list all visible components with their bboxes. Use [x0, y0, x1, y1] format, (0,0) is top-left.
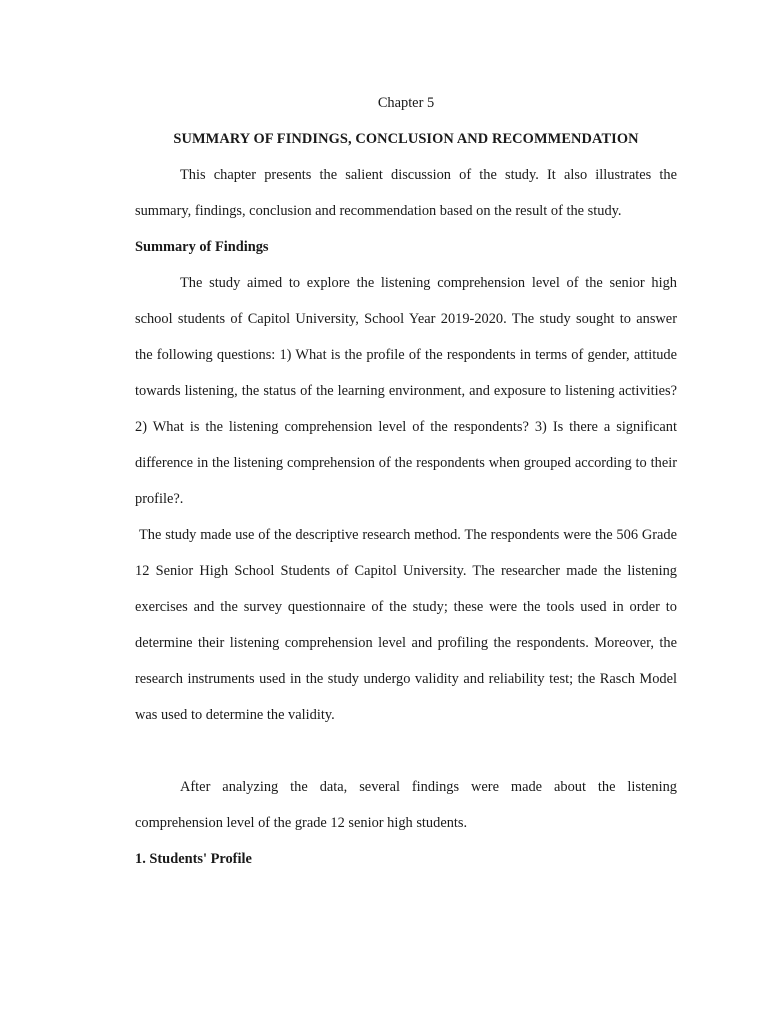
paragraph-method: The study made use of the descriptive research method. The respondents were the 506 Grade 12 Senior High School Students of Capitol University. The researcher made the listening exercises and the survey questionnaire of the study; these were the tools used in order to determine their listening comprehension level and profiling the respondents. Moreover, the research instruments used in the study undergo validity and reliability test; the Rasch Model was used to determine the validity. [135, 527, 677, 723]
subheading-students-profile: 1. Students' Profile [135, 851, 252, 867]
paragraph-findings-intro: After analyzing the data, several findings were made about the listening comprehension level of the grade 12 senior high students. [135, 779, 677, 831]
chapter-title: SUMMARY OF FINDINGS, CONCLUSION AND RECOMMENDATION [173, 131, 639, 147]
intro-paragraph: This chapter presents the salient discussion of the study. It also illustrates the summary, findings, conclusion and recommendation based on the result of the study. [135, 167, 677, 219]
paragraph-study-aim: The study aimed to explore the listening comprehension level of the senior high school students of Capitol University, School Year 2019-2020. The study sought to answer the following questions: 1) What is the profile of the respondents in terms of gender, attitude towards listening, the status of the learning environment, and exposure to listening activities? 2) What is the listening comprehension level of the respondents? 3) Is there a significant difference in the listening comprehension of the respondents when grouped according to their profile?. [135, 275, 677, 507]
section-heading-summary: Summary of Findings [135, 239, 269, 255]
document-page [135, 85, 677, 877]
paragraph-gap [135, 733, 677, 769]
chapter-label: Chapter 5 [377, 95, 435, 111]
